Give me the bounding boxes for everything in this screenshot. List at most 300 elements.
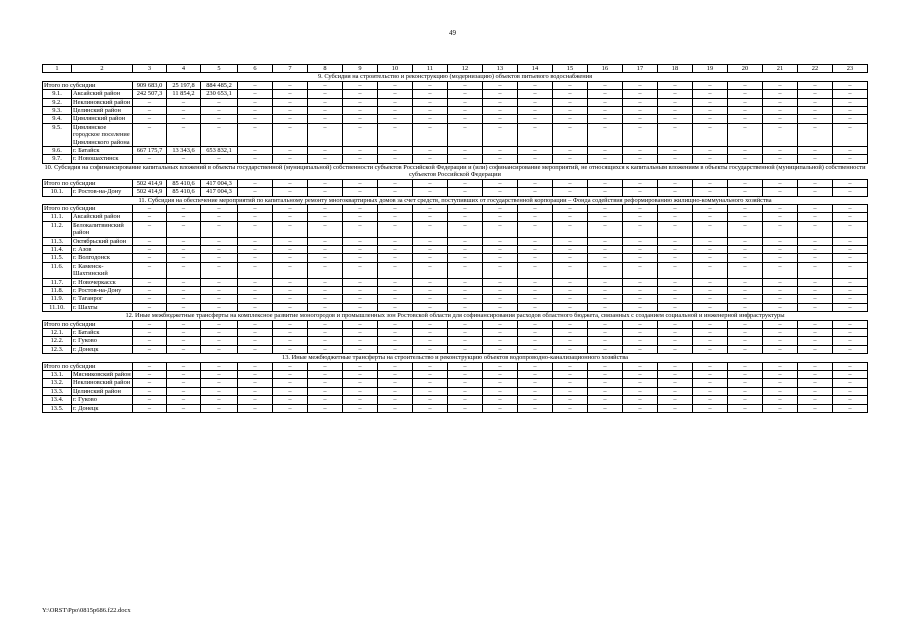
empty-value: – <box>378 286 413 294</box>
row-number: 9.2. <box>43 98 72 106</box>
empty-value: – <box>378 147 413 155</box>
empty-value: – <box>798 329 833 337</box>
empty-value: – <box>448 123 483 146</box>
empty-value: – <box>798 379 833 387</box>
table-row <box>43 262 868 278</box>
empty-value: – <box>553 387 588 395</box>
empty-value: – <box>728 371 763 379</box>
empty-value: – <box>588 155 623 163</box>
empty-value: – <box>378 295 413 303</box>
empty-value: – <box>553 81 588 89</box>
empty-value: – <box>728 329 763 337</box>
empty-value: – <box>553 254 588 262</box>
value-col-3: 502 414,9 <box>133 188 167 196</box>
empty-value: – <box>483 286 518 294</box>
row-name: Неклиновский район <box>72 379 133 387</box>
empty-value: – <box>763 320 798 328</box>
empty-value: – <box>658 81 693 89</box>
empty-value: – <box>238 179 273 187</box>
empty-value: – <box>238 147 273 155</box>
empty-value: – <box>693 213 728 221</box>
value-col-4: – <box>167 254 201 262</box>
empty-value: – <box>343 90 378 98</box>
empty-value: – <box>518 379 553 387</box>
empty-value: – <box>623 188 658 196</box>
empty-value: – <box>833 147 868 155</box>
empty-value: – <box>343 404 378 412</box>
empty-value: – <box>553 123 588 146</box>
empty-value: – <box>273 396 308 404</box>
empty-value: – <box>588 123 623 146</box>
empty-value: – <box>588 98 623 106</box>
empty-value: – <box>273 329 308 337</box>
section-title-row <box>43 196 868 204</box>
total-row <box>43 362 868 370</box>
empty-value: – <box>728 262 763 278</box>
empty-value: – <box>763 379 798 387</box>
empty-value: – <box>588 404 623 412</box>
empty-value: – <box>553 213 588 221</box>
row-number: 9.5. <box>43 123 72 146</box>
empty-value: – <box>728 188 763 196</box>
empty-value: – <box>483 213 518 221</box>
empty-value: – <box>518 362 553 370</box>
table-row <box>43 123 868 146</box>
total-row <box>43 179 868 187</box>
section-title-row <box>43 163 868 179</box>
empty-value: – <box>448 245 483 253</box>
empty-value: – <box>273 221 308 237</box>
row-number: 11.6. <box>43 262 72 278</box>
value-col-5: – <box>201 396 238 404</box>
empty-value: – <box>623 115 658 123</box>
empty-value: – <box>623 345 658 353</box>
empty-value: – <box>728 337 763 345</box>
empty-value: – <box>378 320 413 328</box>
empty-value: – <box>658 278 693 286</box>
empty-value: – <box>518 345 553 353</box>
empty-value: – <box>588 387 623 395</box>
empty-value: – <box>693 115 728 123</box>
value-col-4: – <box>167 237 201 245</box>
empty-value: – <box>448 295 483 303</box>
empty-value: – <box>308 147 343 155</box>
empty-value: – <box>693 396 728 404</box>
empty-value: – <box>273 337 308 345</box>
empty-value: – <box>798 179 833 187</box>
row-name: Итого по субсидии <box>43 362 133 370</box>
section-title-row <box>43 354 868 362</box>
value-col-5: 884 485,2 <box>201 81 238 89</box>
empty-value: – <box>763 371 798 379</box>
empty-value: – <box>378 179 413 187</box>
empty-value: – <box>518 387 553 395</box>
column-number: 8 <box>308 65 343 73</box>
value-col-4: – <box>167 387 201 395</box>
table-row <box>43 404 868 412</box>
column-number: 6 <box>238 65 273 73</box>
empty-value: – <box>518 213 553 221</box>
empty-value: – <box>728 179 763 187</box>
empty-value: – <box>623 155 658 163</box>
column-number: 3 <box>133 65 167 73</box>
empty-value: – <box>448 286 483 294</box>
empty-value: – <box>308 107 343 115</box>
value-col-4: – <box>167 278 201 286</box>
empty-value: – <box>343 188 378 196</box>
row-name: г. Новочеркасск <box>72 278 133 286</box>
empty-value: – <box>833 155 868 163</box>
value-col-5: – <box>201 107 238 115</box>
empty-value: – <box>378 204 413 212</box>
empty-value: – <box>658 387 693 395</box>
empty-value: – <box>483 147 518 155</box>
empty-value: – <box>238 81 273 89</box>
table-row <box>43 379 868 387</box>
empty-value: – <box>553 237 588 245</box>
empty-value: – <box>378 262 413 278</box>
empty-value: – <box>518 81 553 89</box>
empty-value: – <box>308 204 343 212</box>
empty-value: – <box>658 404 693 412</box>
table-row <box>43 237 868 245</box>
empty-value: – <box>273 147 308 155</box>
value-col-4: – <box>167 98 201 106</box>
empty-value: – <box>448 278 483 286</box>
empty-value: – <box>553 98 588 106</box>
row-number: 13.2. <box>43 379 72 387</box>
empty-value: – <box>728 320 763 328</box>
empty-value: – <box>308 329 343 337</box>
empty-value: – <box>693 179 728 187</box>
empty-value: – <box>588 262 623 278</box>
empty-value: – <box>413 107 448 115</box>
empty-value: – <box>378 213 413 221</box>
empty-value: – <box>518 303 553 311</box>
row-number: 11.10. <box>43 303 72 311</box>
value-col-5: – <box>201 387 238 395</box>
empty-value: – <box>623 254 658 262</box>
empty-value: – <box>833 345 868 353</box>
empty-value: – <box>448 204 483 212</box>
empty-value: – <box>238 379 273 387</box>
value-col-4: – <box>167 295 201 303</box>
empty-value: – <box>693 147 728 155</box>
empty-value: – <box>273 81 308 89</box>
empty-value: – <box>553 303 588 311</box>
value-col-4: – <box>167 286 201 294</box>
empty-value: – <box>798 237 833 245</box>
empty-value: – <box>448 179 483 187</box>
table-row <box>43 278 868 286</box>
value-col-3: – <box>133 404 167 412</box>
empty-value: – <box>623 379 658 387</box>
empty-value: – <box>308 404 343 412</box>
empty-value: – <box>483 329 518 337</box>
empty-value: – <box>553 345 588 353</box>
empty-value: – <box>553 107 588 115</box>
value-col-3: – <box>133 303 167 311</box>
row-name: г. Новошахтинск <box>72 155 133 163</box>
empty-value: – <box>518 396 553 404</box>
empty-value: – <box>483 90 518 98</box>
empty-value: – <box>798 245 833 253</box>
empty-value: – <box>308 362 343 370</box>
value-col-4: 11 854,2 <box>167 90 201 98</box>
empty-value: – <box>728 221 763 237</box>
empty-value: – <box>378 396 413 404</box>
empty-value: – <box>553 115 588 123</box>
empty-value: – <box>798 278 833 286</box>
empty-value: – <box>623 303 658 311</box>
empty-value: – <box>378 337 413 345</box>
empty-value: – <box>693 155 728 163</box>
empty-value: – <box>308 379 343 387</box>
empty-value: – <box>413 115 448 123</box>
empty-value: – <box>623 337 658 345</box>
value-col-3: – <box>133 286 167 294</box>
empty-value: – <box>658 107 693 115</box>
empty-value: – <box>763 278 798 286</box>
empty-value: – <box>308 90 343 98</box>
empty-value: – <box>623 237 658 245</box>
empty-value: – <box>658 188 693 196</box>
table-row <box>43 115 868 123</box>
empty-value: – <box>343 362 378 370</box>
empty-value: – <box>728 396 763 404</box>
value-col-3: – <box>133 371 167 379</box>
empty-value: – <box>798 204 833 212</box>
empty-value: – <box>448 329 483 337</box>
empty-value: – <box>763 254 798 262</box>
value-col-3: – <box>133 320 167 328</box>
empty-value: – <box>308 371 343 379</box>
empty-value: – <box>763 188 798 196</box>
empty-value: – <box>798 90 833 98</box>
empty-value: – <box>623 123 658 146</box>
empty-value: – <box>553 188 588 196</box>
table-row <box>43 155 868 163</box>
empty-value: – <box>798 345 833 353</box>
empty-value: – <box>413 155 448 163</box>
section-title-row <box>43 312 868 320</box>
empty-value: – <box>518 188 553 196</box>
empty-value: – <box>238 320 273 328</box>
empty-value: – <box>728 387 763 395</box>
empty-value: – <box>273 379 308 387</box>
value-col-4: – <box>167 404 201 412</box>
table-row <box>43 90 868 98</box>
empty-value: – <box>693 98 728 106</box>
empty-value: – <box>588 107 623 115</box>
row-number: 13.4. <box>43 396 72 404</box>
empty-value: – <box>623 329 658 337</box>
value-col-4: – <box>167 245 201 253</box>
empty-value: – <box>483 107 518 115</box>
empty-value: – <box>623 213 658 221</box>
empty-value: – <box>623 387 658 395</box>
empty-value: – <box>343 147 378 155</box>
empty-value: – <box>833 371 868 379</box>
empty-value: – <box>343 237 378 245</box>
column-number: 14 <box>518 65 553 73</box>
value-col-5: – <box>201 362 238 370</box>
empty-value: – <box>308 115 343 123</box>
empty-value: – <box>658 371 693 379</box>
section-title: 10. Субсидия на софинансирование капитальных вложений в объекты государственной (муниципальной) собственности субъектов Российской Федерации и (или) софинансирование мероприятий, не относящихся к капитальным вложениям в объекты государственной (муниципальной) собственности субъектов Российской Федерации <box>44 163 866 179</box>
row-name: Аксайский район <box>72 213 133 221</box>
empty-value: – <box>763 155 798 163</box>
row-name: Итого по субсидии <box>43 81 133 89</box>
empty-value: – <box>623 98 658 106</box>
empty-value: – <box>798 387 833 395</box>
empty-value: – <box>238 254 273 262</box>
row-name: г. Батайск <box>72 329 133 337</box>
table-row <box>43 213 868 221</box>
value-col-3: 909 683,0 <box>133 81 167 89</box>
empty-value: – <box>623 221 658 237</box>
empty-value: – <box>623 245 658 253</box>
row-name: Цимлянское городское поселение Цимлянского района <box>72 123 133 146</box>
empty-value: – <box>798 362 833 370</box>
column-number: 7 <box>273 65 308 73</box>
empty-value: – <box>413 262 448 278</box>
empty-value: – <box>413 278 448 286</box>
empty-value: – <box>413 123 448 146</box>
row-number: 11.4. <box>43 245 72 253</box>
empty-value: – <box>448 254 483 262</box>
row-name: г. Волгодонск <box>72 254 133 262</box>
empty-value: – <box>483 320 518 328</box>
column-number: 9 <box>343 65 378 73</box>
empty-value: – <box>693 303 728 311</box>
empty-value: – <box>833 90 868 98</box>
empty-value: – <box>658 115 693 123</box>
empty-value: – <box>553 155 588 163</box>
empty-value: – <box>518 98 553 106</box>
empty-value: – <box>553 245 588 253</box>
value-col-3: – <box>133 345 167 353</box>
empty-value: – <box>623 295 658 303</box>
row-name: Мясниковский район <box>73 371 131 379</box>
empty-value: – <box>833 379 868 387</box>
empty-value: – <box>658 147 693 155</box>
empty-value: – <box>623 204 658 212</box>
empty-value: – <box>588 245 623 253</box>
empty-value: – <box>343 379 378 387</box>
empty-value: – <box>553 362 588 370</box>
empty-value: – <box>728 107 763 115</box>
value-col-3: – <box>133 155 167 163</box>
value-col-4: – <box>167 371 201 379</box>
empty-value: – <box>238 362 273 370</box>
empty-value: – <box>343 115 378 123</box>
empty-value: – <box>588 295 623 303</box>
row-name: г. Каменск-Шахтинский <box>72 262 133 278</box>
empty-value: – <box>728 245 763 253</box>
empty-value: – <box>238 404 273 412</box>
value-col-3: – <box>133 213 167 221</box>
empty-value: – <box>518 245 553 253</box>
empty-value: – <box>798 254 833 262</box>
empty-value: – <box>448 379 483 387</box>
empty-value: – <box>308 278 343 286</box>
empty-value: – <box>343 123 378 146</box>
empty-value: – <box>798 404 833 412</box>
row-name: г. Ростов-на-Дону <box>72 188 133 196</box>
value-col-3: – <box>133 396 167 404</box>
empty-value: – <box>448 362 483 370</box>
empty-value: – <box>763 237 798 245</box>
empty-value: – <box>378 81 413 89</box>
value-col-5: – <box>201 123 238 146</box>
empty-value: – <box>588 362 623 370</box>
empty-value: – <box>238 337 273 345</box>
row-name: г. Ростов-на-Дону <box>72 286 133 294</box>
empty-value: – <box>308 213 343 221</box>
empty-value: – <box>448 237 483 245</box>
row-name: Итого по субсидии <box>43 204 133 212</box>
empty-value: – <box>413 204 448 212</box>
row-name: г. Таганрог <box>72 295 133 303</box>
empty-value: – <box>413 237 448 245</box>
empty-value: – <box>763 404 798 412</box>
empty-value: – <box>448 213 483 221</box>
empty-value: – <box>238 303 273 311</box>
column-number: 20 <box>728 65 763 73</box>
total-row <box>43 81 868 89</box>
empty-value: – <box>588 188 623 196</box>
value-col-5: – <box>201 379 238 387</box>
empty-value: – <box>518 90 553 98</box>
value-col-5: – <box>201 155 238 163</box>
empty-value: – <box>378 98 413 106</box>
empty-value: – <box>798 155 833 163</box>
empty-value: – <box>413 245 448 253</box>
empty-value: – <box>448 81 483 89</box>
empty-value: – <box>483 371 518 379</box>
row-name: Итого по субсидии <box>43 179 133 187</box>
empty-value: – <box>798 188 833 196</box>
empty-value: – <box>763 98 798 106</box>
row-name: г. Шахты <box>72 303 133 311</box>
empty-value: – <box>238 286 273 294</box>
empty-value: – <box>588 320 623 328</box>
row-name: г. Донецк <box>72 404 133 412</box>
column-number: 4 <box>167 65 201 73</box>
empty-value: – <box>378 221 413 237</box>
row-name: г. Азов <box>72 245 133 253</box>
empty-value: – <box>343 295 378 303</box>
value-col-5: 417 004,3 <box>201 188 238 196</box>
empty-value: – <box>343 303 378 311</box>
empty-value: – <box>448 262 483 278</box>
empty-value: – <box>343 371 378 379</box>
empty-value: – <box>833 204 868 212</box>
value-col-5: – <box>201 98 238 106</box>
value-col-4: – <box>167 262 201 278</box>
empty-value: – <box>518 371 553 379</box>
empty-value: – <box>798 303 833 311</box>
value-col-5: 230 653,1 <box>201 90 238 98</box>
empty-value: – <box>413 371 448 379</box>
empty-value: – <box>413 387 448 395</box>
empty-value: – <box>308 254 343 262</box>
table-row <box>43 371 868 379</box>
empty-value: – <box>588 303 623 311</box>
value-col-3: – <box>133 245 167 253</box>
value-col-5: – <box>201 278 238 286</box>
